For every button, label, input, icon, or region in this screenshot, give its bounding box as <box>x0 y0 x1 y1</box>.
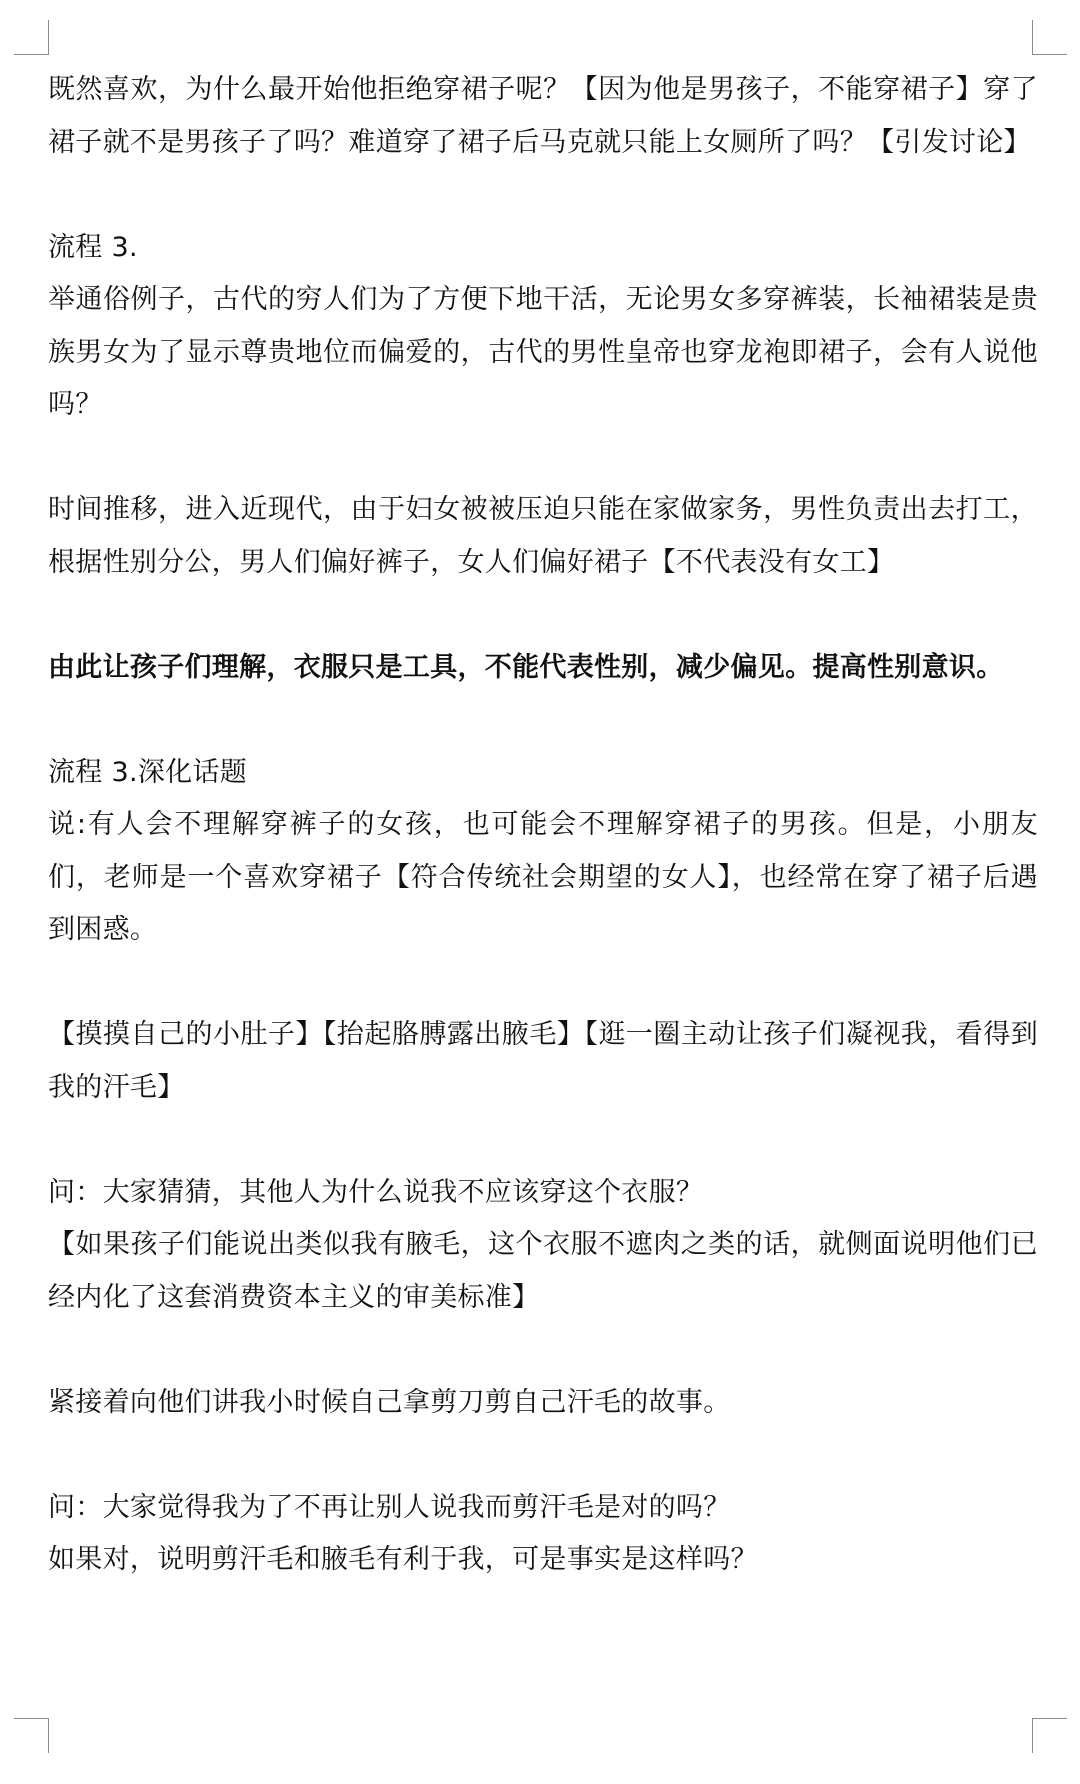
crop-mark-bottom-left <box>14 1718 49 1753</box>
bold-summary-paragraph: 由此让孩子们理解，衣服只是工具，不能代表性别，减少偏见。提高性别意识。 <box>48 651 1004 683</box>
blank-line <box>48 169 1038 222</box>
blank-line <box>48 1114 1038 1167</box>
question-paragraph: 问：大家猜猜，其他人为什么说我不应该穿这个衣服？ <box>48 1176 704 1208</box>
blank-line <box>48 1324 1038 1377</box>
blank-line <box>48 957 1038 1010</box>
paragraph: 紧接着向他们讲我小时候自己拿剪刀剪自己汗毛的故事。 <box>48 1386 731 1418</box>
paragraph: 举通俗例子，古代的穷人们为了方便下地干活，无论男女多穿裤装，长袖裙装是贵族男女为了显示尊贵地位而偏爱的，古代的男性皇帝也穿龙袍即裙子，会有人说他吗？ <box>48 284 1038 420</box>
blank-line <box>48 1429 1038 1482</box>
crop-mark-bottom-right <box>1032 1718 1067 1753</box>
section-heading: 流程 3. <box>48 231 138 263</box>
paragraph: 时间推移，进入近现代，由于妇女被被压迫只能在家做家务，男性负责出去打工，根据性别分公，男人们偏好裤子，女人们偏好裙子【不代表没有女工】 <box>48 494 1038 578</box>
blank-line <box>48 432 1038 485</box>
blank-line <box>48 694 1038 747</box>
crop-mark-top-right <box>1032 20 1067 55</box>
paragraph: 【如果孩子们能说出类似我有腋毛，这个衣服不遮肉之类的话，就侧面说明他们已经内化了这套消费资本主义的审美标准】 <box>48 1229 1038 1313</box>
question-paragraph: 问：大家觉得我为了不再让别人说我而剪汗毛是对的吗？ <box>48 1491 731 1523</box>
paragraph: 如果对，说明剪汗毛和腋毛有利于我，可是事实是这样吗？ <box>48 1544 758 1575</box>
paragraph: 【摸摸自己的小肚子】【抬起胳膊露出腋毛】【逛一圈主动让孩子们凝视我，看得到我的汗毛】 <box>48 1019 1038 1103</box>
paragraph: 既然喜欢，为什么最开始他拒绝穿裙子呢？【因为他是男孩子，不能穿裙子】穿了裙子就不是男孩子了吗？难道穿了裙子后马克就只能上女厕所了吗？【引发讨论】 <box>48 74 1038 158</box>
blank-line <box>48 589 1038 642</box>
paragraph: 说:有人会不理解穿裤子的女孩，也可能会不理解穿裙子的男孩。但是，小朋友们，老师是一个喜欢穿裙子【符合传统社会期望的女人】，也经常在穿了裙子后遇到困惑。 <box>48 809 1038 945</box>
document-body <box>48 64 1038 1587</box>
crop-mark-top-left <box>14 20 49 55</box>
section-heading: 流程 3.深化话题 <box>48 756 248 788</box>
